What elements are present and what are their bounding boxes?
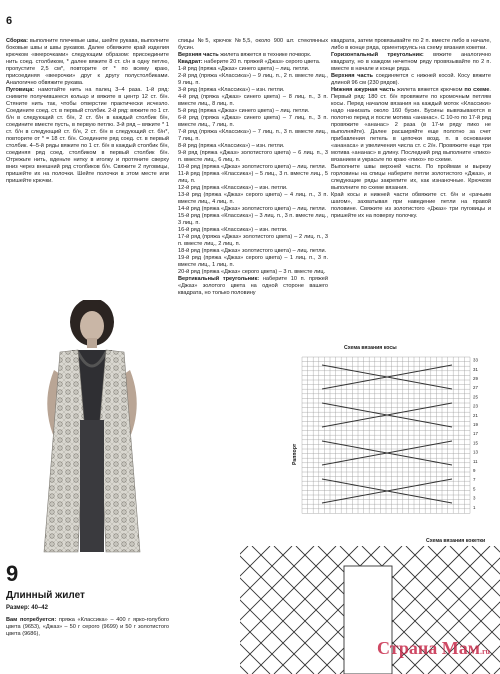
col2-paragraph: 6-й ряд (пряжа «Джаз» синего цвета) – 7 лиц. п., 3 п. вместе лиц., 7 лиц. п.	[178, 115, 328, 128]
col2-paragraph: 14-й ряд (пряжа «Джаз» золотистого цвета) – лиц. петли.	[178, 206, 327, 212]
materials-text: Вам потребуется: пряжа «Классика» – 400 г ярко-голубого цвета (9653), «Джаз» – 50 г серого (9699) и 50 г золотистого цвета (9686),	[6, 617, 169, 637]
model-number: 9	[6, 561, 19, 586]
col3-paragraph: Верхняя часть соединяется с нижней косой. Косу вяжите длиной 96 см (230 рядов).	[331, 73, 491, 86]
yoke-left-edge	[226, 546, 240, 674]
col2-paragraph: 5-й ряд (пряжа «Джаз» синего цвета) – лиц. петли.	[178, 108, 310, 114]
braid-chart-title: Схема вязания косы	[344, 345, 397, 351]
col2-paragraph: Верхняя часть жилета вяжется в технике почворк.	[178, 52, 312, 58]
col3-paragraph: Край косы и нижней части обвяжите ст. б/н и «рачьим шагом», захватывая при наведение петли на правой половине. Свяжите из золотистого «Джаз» три пуговицы и пришейте их на поверху полочку.	[331, 192, 491, 219]
braid-row-label: 33	[473, 357, 478, 363]
col1-paragraph: Пуговица: намотайте нить на палец 3–4 раза. 1-й ряд: снимите получившееся кольцо и вяжите в центр 12 ст. б/н. Стяните нить так, чтобы отверстие практически исчезло. Соедините соед. ст. в первый столбик. 2-й ряд: вяжите по 1 ст. б/н в следующий ст. б/н, 2 ст. б/н в каждый столбик б/н, соедините вместе пусть, в первую петлю. 3-й ряд – вяжите * 1 ст. б/н в следующий ст. б/н, 2 ст. б/н в следующий ст. б/н*, повторите от * = 18 ст. б/н. Соедините ряд соед. ст. в первый столбик. 4–5-й ряды вяжите по 1 ст. б/н в каждый столбик б/н, соединяя ряд соед. столбиком в первый столбик б/н. Отрежьте нить, вденьте нитку в иголку и протяните сверху вниз через внешний ряд столбиков б/н. Свяжите 2 пуговицы, пришейте их на полочки. Шейте полочки в этом месте или пришейте крючки.	[6, 87, 169, 184]
yoke-chart-title: Схема вязания кокетки	[426, 538, 486, 544]
braid-row-label: 9	[473, 468, 476, 473]
col2-paragraph: Вертикальный треугольник: наберите 10 п. пряжей «Джаз» золотого цвета на одной стороне вашего квадрата, но только половину	[178, 276, 328, 296]
col2-paragraph: 20-й ряд (пряжа «Джаз» серого цвета) – 3 п. вместе лиц.	[178, 269, 326, 275]
column-1-text	[6, 38, 169, 185]
braid-row-label: 27	[473, 385, 478, 391]
col2-paragraph: спицы №5, крючок №5,5, около 900 шт. стеклянных бусин.	[178, 38, 328, 51]
braid-row-label: 17	[473, 431, 478, 437]
model-photo	[8, 300, 176, 555]
column-3-text	[331, 38, 491, 220]
braid-row-label: 31	[473, 366, 478, 372]
watermark	[377, 638, 490, 659]
col2-paragraph: 13-й ряд (пряжа «Джаз» серого цвета) – 4 лиц. п., 3 п. вместе лиц., 4 лиц. п.	[178, 192, 328, 205]
braid-row-label: 29	[473, 376, 478, 381]
braid-row-label: 15	[473, 440, 478, 446]
col2-paragraph: Квадрат: наберите 20 п. пряжей «Джаз» серого цвета.	[178, 59, 321, 65]
col1-paragraph: Сборка: выполните плечевые швы, шейте рукава, выполните боковые швы и швы рукавов. Далее обвяжите край изделия крючком «веерочками» следующим образом: присоедините нить соед. столбиком, * далее вяжите 8 ст. с/н в одну петлю, пропустите 2,5 см*, повторите от * по всему краю, присоединяя «веерочки» друг к другу полустолбиками. Аналогично обвяжите рукава.	[6, 38, 169, 86]
col2-paragraph: 15-й ряд (пряжа «Классика») – 3 лиц. п., 3 п. вместе лиц., 3 лиц. п.	[178, 213, 328, 226]
braid-chart	[292, 345, 500, 535]
col2-paragraph: 10-й ряд (пряжа «Джаз» золотистого цвета) – лиц. петли.	[178, 164, 327, 170]
braid-row-label: 23	[473, 403, 478, 409]
col2-paragraph: 2-й ряд (пряжа «Классика») – 9 лиц. п., 2 п. вместе лиц., 9 лиц. п.	[178, 73, 328, 86]
watermark-sub: .ru	[480, 647, 490, 656]
col2-paragraph: 17-й ряд (пряжа «Джаз» золотистого цвета) – 2 лиц. п., 3 п. вместе лиц., 2 лиц. п.	[178, 234, 328, 247]
braid-rapport-label: Раппорт	[292, 443, 298, 465]
watermark-main: Страна Мам	[377, 638, 480, 658]
braid-row-label: 3	[473, 495, 476, 501]
col3-paragraph: Горизонтальный треугольник: вяжите аналогично квадрату, но в каждом нечетном ряду провязывайте по 2 п. вместе в начале и конце ряда.	[331, 52, 491, 72]
braid-row-label: 7	[473, 477, 476, 483]
col2-paragraph: 1-й ряд (пряжа «Джаз» синего цвета) – лиц. петли.	[178, 66, 310, 72]
col3-paragraph: Нижняя ажурная часть жилета вяжется крючком по схеме. Первый ряд: 180 ст. б/н провяжите по кромочным петлям косы. Перед началом вязания на каждый моток «Классики» надо нанизать около 160 бусин. Бусины вывязываются в полотно перед и после мотива «ананас». С 10-го по 17-й ряд провяжите «ананас» 2 раза (в 17-м ряду пико не выполняйте). Далее расширяйте еще полотно за счет прибавления петель в цепочки возд. п. в основании «ананаса» и увеличения числа ст. с 2/н. Провяжите еще три мотива «ананас» в длину. Последний ряд выполните «пико» вязанием и украсьте по краю «пико» по схеме.	[331, 87, 491, 163]
model-title: Длинный жилет	[6, 590, 85, 601]
braid-row-label: 21	[473, 412, 478, 418]
braid-row-label: 25	[473, 394, 478, 400]
col2-paragraph: 12-й ряд (пряжа «Классика») – изн. петли.	[178, 185, 288, 191]
col2-paragraph: 4-й ряд (пряжа «Джаз» синего цвета) – 8 лиц. п., 3 п. вместе лиц., 8 лиц. п.	[178, 94, 328, 107]
braid-row-label: 5	[473, 486, 476, 492]
col3-paragraph: квадрата, затем провязывайте по 2 п. вместе либо в начале, либо в конце ряда, ориентируясь на схему вязания кокетки.	[331, 38, 491, 51]
page-number: 6	[6, 15, 13, 27]
column-2-text	[178, 38, 328, 297]
col2-paragraph: 3-й ряд (пряжа «Классика») – изн. петли.	[178, 87, 285, 93]
col2-paragraph: 11-й ряд (пряжа «Классика») – 5 лиц., 3 п. вместе лиц., 5 лиц. п.	[178, 171, 328, 184]
braid-row-label: 13	[473, 449, 478, 455]
braid-row-label: 19	[473, 422, 478, 427]
col2-paragraph: 16-й ряд (пряжа «Классика») – изн. петли.	[178, 227, 288, 233]
braid-row-label: 11	[473, 458, 478, 464]
col2-paragraph: 9-й ряд (пряжа «Джаз» золотистого цвета) – 6 лиц. п., 3 п. вместе лиц., 6 лиц. п.	[178, 150, 328, 163]
col2-paragraph: 18-й ряд (пряжа «Джаз» золотистого цвета) – лиц. петли.	[178, 248, 327, 254]
braid-row-label: 1	[473, 504, 476, 510]
col2-paragraph: 7-й ряд (пряжа «Классика») – 7 лиц. п., 3 п. вместе лиц., 7 лиц. п.	[178, 129, 328, 142]
braid-grid	[292, 353, 500, 538]
col2-paragraph: 19-й ряд (пряжа «Джаз» серого цвета) – 1 лиц. п., 3 п. вместе лиц., 1 лиц. п.	[178, 255, 328, 268]
col3-paragraph: Выполните швы верхней части. По проймам и вырезу горловины на спицы наберите петли золотистого «Джаз», и следующие ряды закрепите их, как изнаночные. Крючком выполните по схеме вязания.	[331, 164, 491, 191]
model-sizes: Размер: 40–42	[6, 605, 48, 611]
col2-paragraph: 8-й ряд (пряжа «Классика») – изн. петли.	[178, 143, 285, 149]
